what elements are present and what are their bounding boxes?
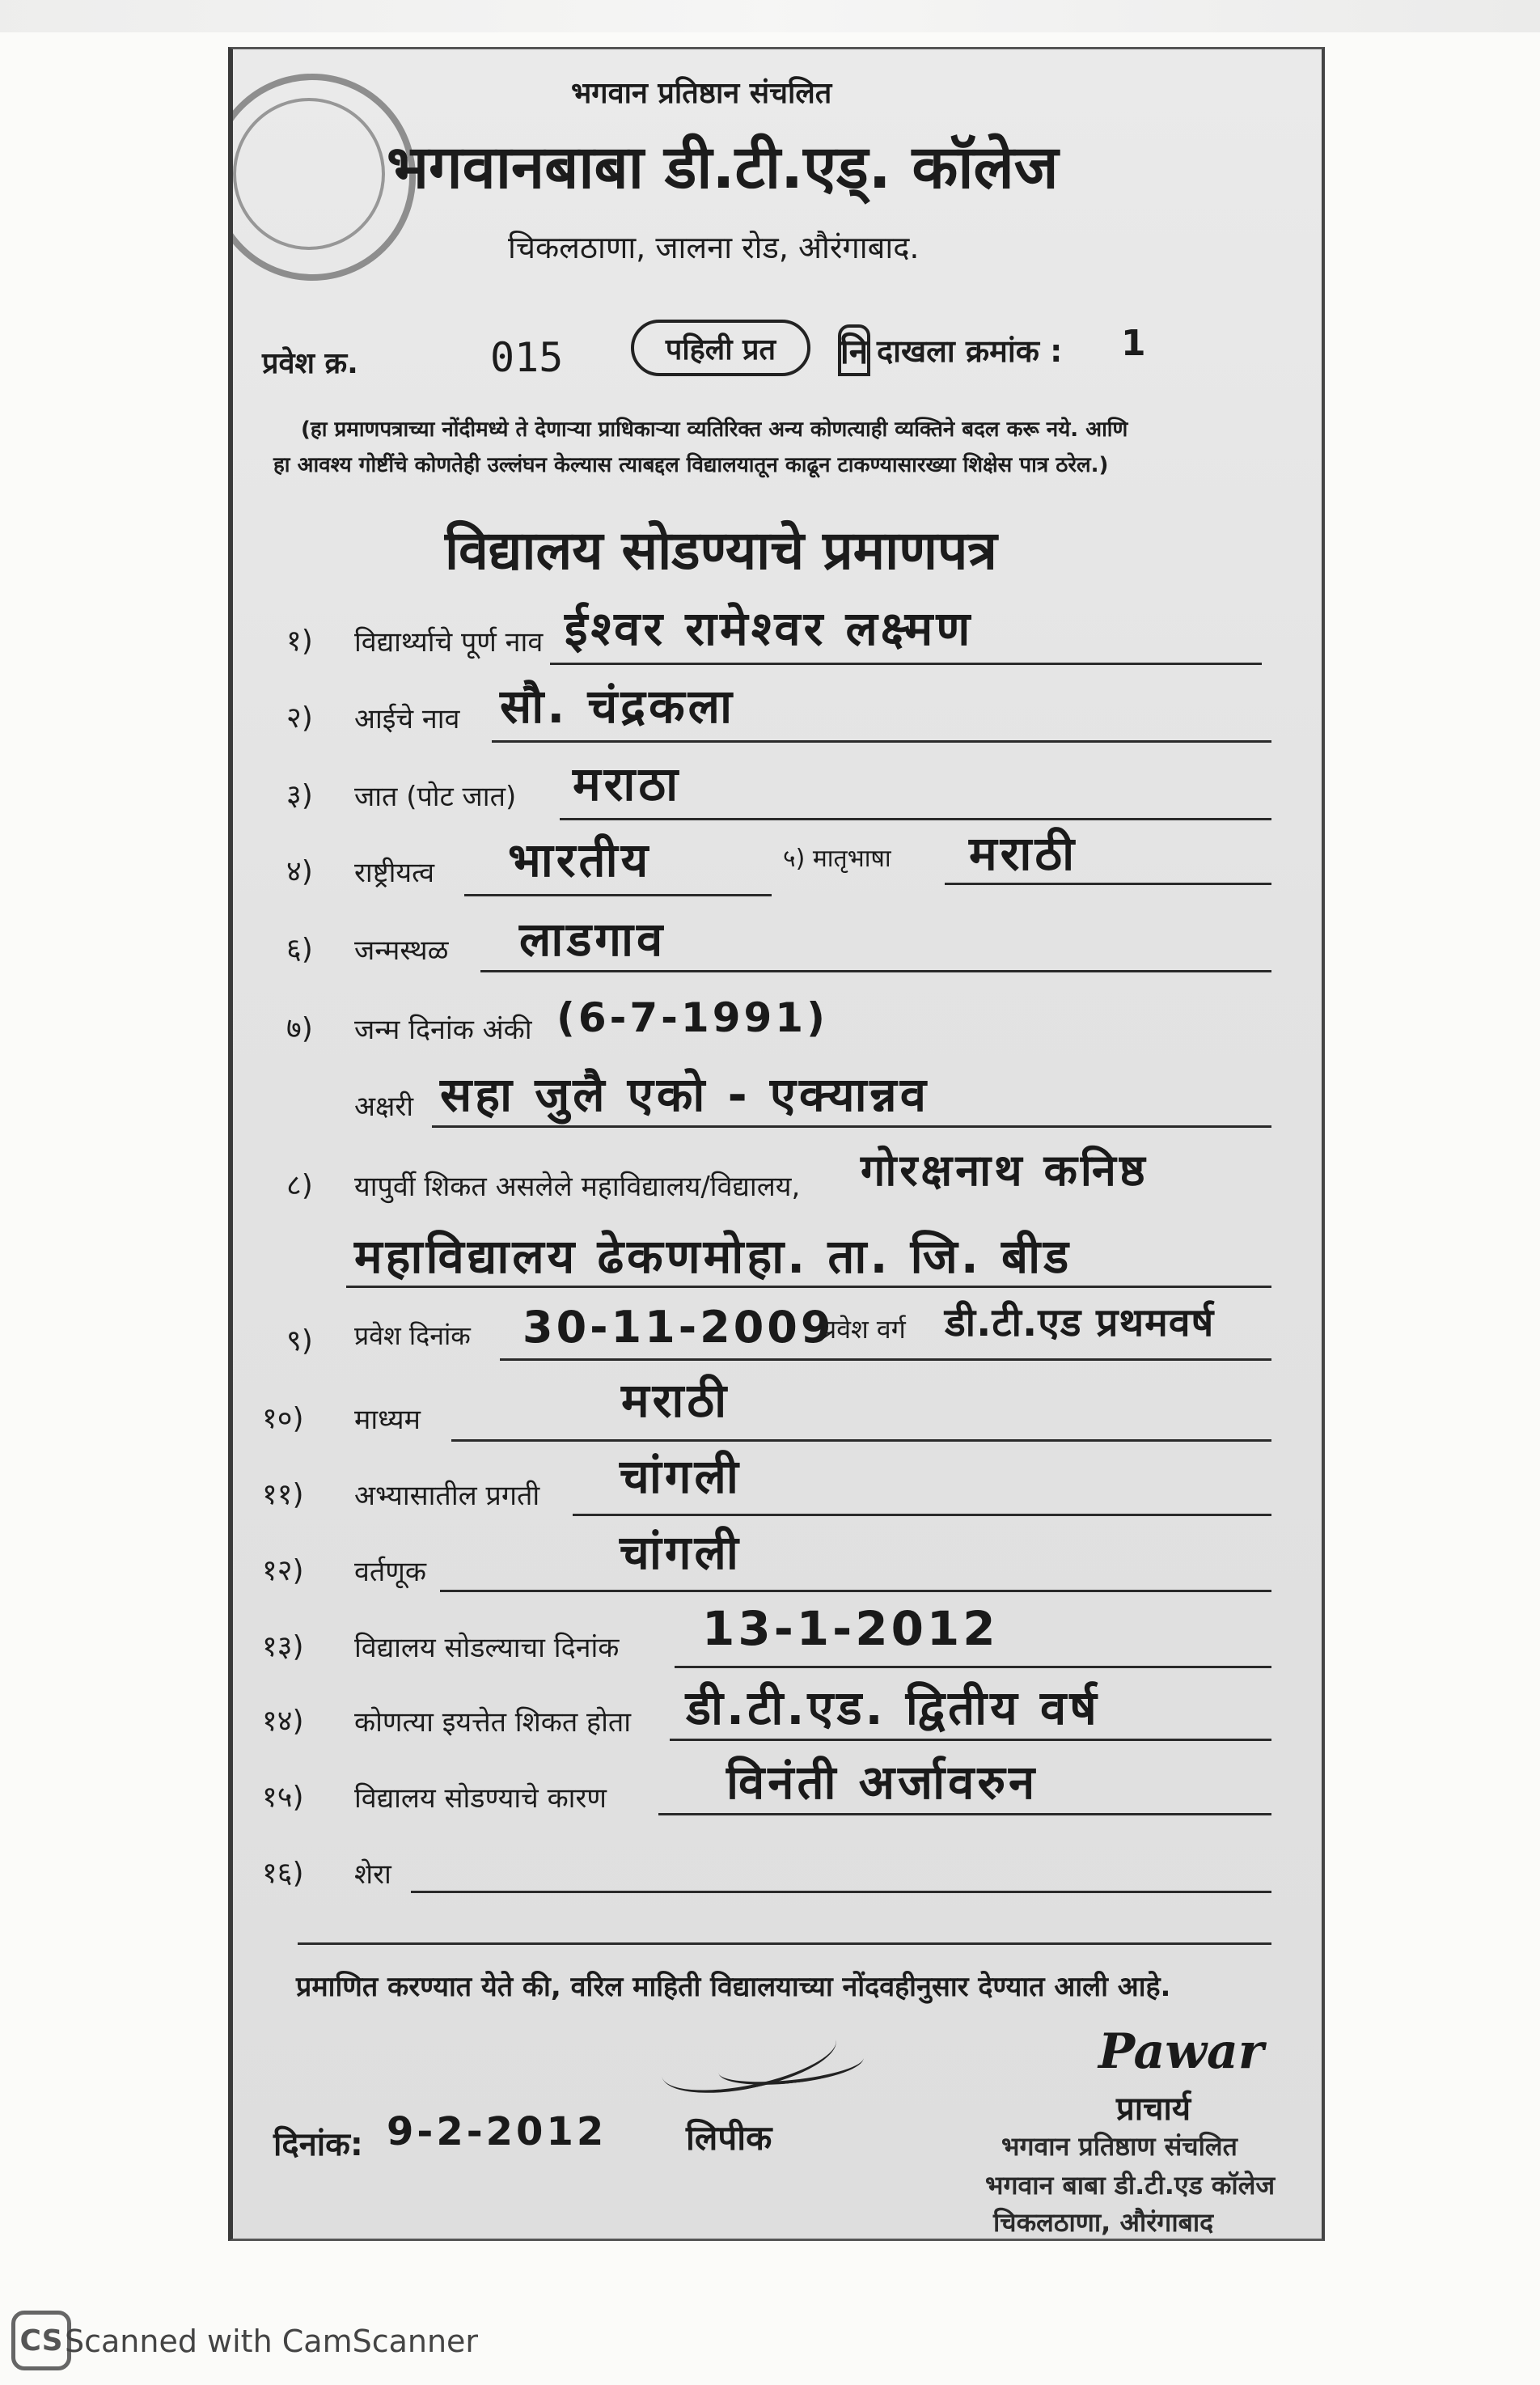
field-label-progress: अभ्यासातील प्रगती bbox=[354, 1480, 540, 1512]
field-value-previous-college-line1: गोरक्षनाथ कनिष्ठ bbox=[861, 1145, 1149, 1196]
field-label-mother-tongue: ५) मातृभाषा bbox=[783, 845, 891, 873]
field-line bbox=[440, 1590, 1271, 1592]
field-value-nationality: भारतीय bbox=[508, 832, 652, 887]
field-line bbox=[346, 1286, 1271, 1288]
field-value-admission-date: 30-11-2009 bbox=[522, 1302, 835, 1353]
field-label-medium: माध्यम bbox=[354, 1404, 421, 1436]
certificate-sheet bbox=[228, 47, 1325, 2241]
admission-label: प्रवेश क्र. bbox=[262, 347, 358, 380]
field-number: ७) bbox=[286, 1012, 313, 1045]
note-line-1: (हा प्रमाणपत्राच्या नोंदीमध्ये ते देणाऱ्या प्राधिकाऱ्या व्यतिरिक्त अन्य कोणत्याही व्यक्तिने बदल करू नये. आणि bbox=[301, 417, 1128, 442]
field-number: २) bbox=[286, 701, 313, 735]
field-label-nationality: राष्ट्रीयत्व bbox=[354, 857, 435, 889]
field-line bbox=[560, 818, 1271, 820]
stamp-line-2: भगवान बाबा डी.टी.एड कॉलेज bbox=[985, 2170, 1276, 2201]
field-label-admission-date: प्रवेश दिनांक bbox=[354, 1320, 471, 1351]
field-line bbox=[451, 1439, 1271, 1442]
field-line bbox=[550, 663, 1262, 665]
field-number: १६) bbox=[262, 1857, 304, 1890]
field-value-progress: चांगली bbox=[620, 1449, 742, 1504]
field-line bbox=[480, 970, 1271, 972]
date-label: दिनांक: bbox=[273, 2126, 363, 2163]
note-line-2: हा आवश्य गोष्टींचे कोणतेही उल्लंघन केल्यास त्याबद्दल विद्यालयातून काढून टाकण्यासारख्या शिक्षेस पात्र ठरेल.) bbox=[273, 453, 1109, 477]
field-value-birthdate-words: सहा जुलै एको - एक्यान्नव bbox=[440, 1067, 929, 1122]
college-name: भगवानबाबा डी.टी.एड्. कॉलेज bbox=[387, 133, 1059, 202]
field-line bbox=[945, 883, 1271, 885]
field-line bbox=[675, 1666, 1271, 1668]
field-value-birthdate-digits: (6-7-1991) bbox=[556, 994, 828, 1041]
certification-statement: प्रमाणित करण्यात येते की, वरिल माहिती विद्यालयाच्या नोंदवहीनुसार देण्यात आली आहे. bbox=[296, 1971, 1171, 2003]
field-number: ३) bbox=[286, 779, 313, 812]
clerk-label: लिपीक bbox=[686, 2118, 772, 2158]
field-label-birthdate-digits: जन्म दिनांक अंकी bbox=[354, 1014, 532, 1046]
field-number: ८) bbox=[286, 1169, 313, 1202]
field-label-caste: जात (पोट जात) bbox=[354, 781, 517, 813]
field-value-previous-college-line2: महाविद्यालय ढेकणमोहा. ता. जि. बीड bbox=[354, 1229, 1072, 1284]
field-number: ११) bbox=[262, 1478, 304, 1511]
certificate-title: विद्यालय सोडण्याचे प्रमाणपत्र bbox=[445, 519, 997, 582]
field-line bbox=[432, 1125, 1271, 1128]
trust-name: भगवान प्रतिष्ठान संचलित bbox=[571, 77, 832, 110]
field-line bbox=[464, 894, 772, 896]
field-line bbox=[670, 1739, 1271, 1741]
field-label-admission-class: प्रवेश वर्ग bbox=[822, 1314, 906, 1345]
admission-number: 015 bbox=[490, 334, 564, 381]
camscanner-logo: CS bbox=[11, 2311, 71, 2370]
field-line bbox=[298, 1942, 1271, 1945]
field-label-leaving-date: विद्यालय सोडल्याचा दिनांक bbox=[354, 1632, 620, 1664]
field-number: ४) bbox=[286, 855, 313, 888]
stamp-line-1: भगवान प्रतिष्ठाण संचलित bbox=[1001, 2131, 1238, 2162]
field-label-previous-college: यापुर्वी शिकत असलेले महाविद्यालय/विद्यालय, bbox=[354, 1171, 801, 1203]
field-label-conduct: वर्तणूक bbox=[354, 1556, 426, 1588]
principal-label: प्राचार्य bbox=[1116, 2091, 1191, 2128]
field-number: १२) bbox=[262, 1554, 304, 1587]
camscanner-watermark: Scanned with CamScanner bbox=[65, 2324, 479, 2359]
field-value-student-name: ईश्वर रामेश्वर लक्ष्मण bbox=[565, 601, 974, 656]
field-value-admission-class: डी.टी.एड प्रथमवर्ष bbox=[945, 1300, 1215, 1345]
field-line bbox=[658, 1813, 1271, 1815]
field-value-caste: मराठा bbox=[573, 756, 682, 811]
field-value-leaving-reason: विनंती अर्जावरुन bbox=[726, 1755, 1039, 1810]
field-label-studying-class: कोणत्या इयत्तेत शिकत होता bbox=[354, 1706, 632, 1739]
nb-mark: नि bbox=[838, 324, 870, 376]
field-number: ९) bbox=[286, 1324, 313, 1358]
field-label-student-name: विद्यार्थ्याचे पूर्ण नाव bbox=[354, 626, 544, 659]
field-number: ६) bbox=[286, 933, 313, 966]
field-value-mother-name: सौ. चंद्रकला bbox=[500, 679, 735, 734]
field-value-studying-class: डी.टी.एड. द्वितीय वर्ष bbox=[686, 1680, 1100, 1735]
field-number: १) bbox=[286, 625, 313, 658]
field-line bbox=[573, 1514, 1271, 1516]
field-line bbox=[500, 1358, 1271, 1361]
college-address: चिकलठाणा, जालना रोड, औरंगाबाद. bbox=[508, 230, 920, 265]
field-label-leaving-reason: विद्यालय सोडण्याचे कारण bbox=[354, 1782, 607, 1815]
principal-signature: Pawar bbox=[1098, 2023, 1264, 2080]
date-value: 9-2-2012 bbox=[387, 2109, 607, 2154]
first-copy-badge: पहिली प्रत bbox=[631, 320, 810, 376]
field-number: १४) bbox=[262, 1705, 304, 1738]
register-number: 1 bbox=[1121, 323, 1146, 364]
field-number: १५) bbox=[262, 1781, 304, 1814]
field-label-mother-name: आईचे नाव bbox=[354, 703, 460, 735]
field-label-birthdate-words: अक्षरी bbox=[354, 1091, 414, 1123]
field-value-medium: मराठी bbox=[621, 1373, 730, 1428]
stamp-line-3: चिकलठाणा, औरंगाबाद bbox=[993, 2207, 1214, 2238]
field-label-remarks: शेरा bbox=[354, 1858, 391, 1891]
field-value-mother-tongue: मराठी bbox=[969, 826, 1078, 881]
field-line bbox=[411, 1891, 1271, 1893]
field-value-conduct: चांगली bbox=[620, 1525, 742, 1580]
field-label-birthplace: जन्मस्थळ bbox=[354, 934, 449, 967]
field-value-birthplace: लाडगाव bbox=[519, 912, 666, 967]
field-line bbox=[492, 740, 1271, 743]
register-label: दाखला क्रमांक : bbox=[877, 333, 1063, 369]
field-number: १०) bbox=[262, 1402, 304, 1435]
field-number: १३) bbox=[262, 1630, 304, 1663]
field-value-leaving-date: 13-1-2012 bbox=[702, 1601, 999, 1656]
scan-top-edge bbox=[0, 0, 1540, 32]
